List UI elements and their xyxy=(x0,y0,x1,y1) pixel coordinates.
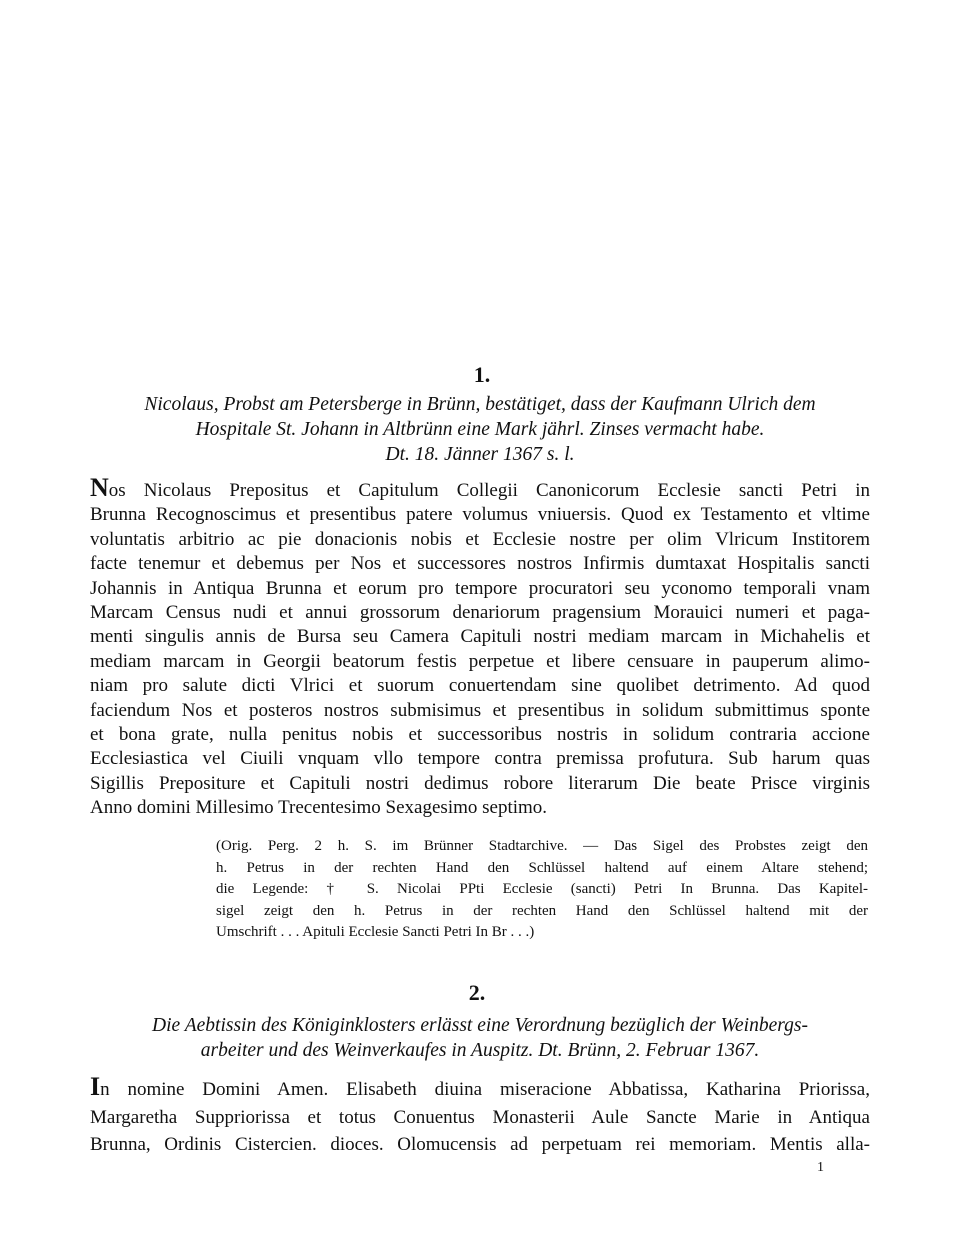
note-line: h. Petrus in der rechten Hand den Schlüssel haltend auf einem Altare stehend; xyxy=(216,859,868,876)
entry-2-body-line: In nomine Domini Amen. Elisabeth diuina miseracione Abbatissa, Katharina Priorissa, xyxy=(90,1072,870,1101)
entry-1-body-line: Nos Nicolaus Prepositus et Capitulum Collegii Canonicorum Ecclesie sancti Petri in xyxy=(90,473,870,502)
entry-1-body-line: Anno domini Millesimo Trecentesimo Sexagesimo septimo. xyxy=(90,797,548,819)
entry-1-body-line: Ecclesiastica vel Ciuili vnquam vllo tempore contra premissa profutura. Sub harum quas xyxy=(90,748,870,770)
entry-1-body-line: Marcam Census nudi et annui grossorum denariorum pragensium Morauici numeri et paga- xyxy=(90,602,870,624)
drop-initial: N xyxy=(90,473,109,502)
note-line: die Legende: † S. Nicolai PPti Ecclesie (sancti) Petri In Brunna. Das Kapitel- xyxy=(216,881,868,898)
entry-1-heading-line-1: Nicolaus, Probst am Petersberge in Brünn, bestätiget, dass der Kaufmann Ulrich dem xyxy=(144,394,816,415)
entry-2-body-line: Brunna, Ordinis Cistercien. dioces. Olomucensis ad perpetuam rei memoriam. Mentis alla- xyxy=(90,1134,870,1155)
entry-1-body-line: voluntatis arbitrio ac pie donacionis nobis et Ecclesie nostre per olim Vlricum Institorem xyxy=(90,528,870,550)
entry-1-body-line: Sigillis Prepositure et Capituli nostri dedimus robore literarum Die beate Prisce virginis xyxy=(90,772,870,794)
entry-1-body-line: et bona grate, nulla penitus nobis et successoribus nostris in solidum contraria accione xyxy=(90,724,870,746)
drop-initial: I xyxy=(90,1072,101,1101)
entry-2-heading-line-1: Die Aebtissin des Königinklosters erlässt eine Verordnung bezüglich der Weinbergs- xyxy=(152,1015,808,1036)
entry-1-body-line: Johannis in Antiqua Brunna et eorum pro tempore procuratori seu yconomo temporali vnam xyxy=(90,577,870,599)
entry-1-body-line: niam pro salute dicti Vlrici et suorum conuertendam sine quolibet detrimento. Ad quod xyxy=(90,675,870,697)
note-line: sigel zeigt den h. Petrus in der rechten Hand den Schlüssel haltend mit der xyxy=(216,902,868,919)
entry-2-body xyxy=(90,1072,870,1159)
entry-1-body-line: faciendum Nos et posteros nostros submisimus et presentibus in solidum submittimus sponte xyxy=(90,699,870,721)
entry-1-body xyxy=(90,473,870,821)
note-line: (Orig. Perg. 2 h. S. im Brünner Stadtarchive. — Das Sigel des Probstes zeigt den xyxy=(216,838,868,854)
entry-1-body-line: mediam marcam in Georgii beatorum festis perpetue et libere censuare in pauperum alimo- xyxy=(90,650,870,672)
entry-1-heading-line-3: Dt. 18. Jänner 1367 s. l. xyxy=(385,444,575,465)
entry-2-heading-line-2: arbeiter und des Weinverkaufes in Auspitz. Dt. Brünn, 2. Februar 1367. xyxy=(200,1040,760,1061)
note-line: Umschrift . . . Apituli Ecclesie Sancti Petri In Br . . .) xyxy=(216,924,535,941)
entry-1-body-line: Brunna Recognoscimus et presentibus patere volumus vniuersis. Quod ex Testamento et vltime xyxy=(90,504,870,526)
entry-2-body-line: Margaretha Suppriorissa et totus Conuentus Monasterii Aule Sancte Marie in Antiqua xyxy=(90,1106,870,1128)
entry-1-heading-line-2: Hospitale St. Johann in Altbrünn eine Mark jährl. Zinses vermacht habe. xyxy=(195,419,765,440)
entry-1-source-note xyxy=(216,836,868,944)
page-number: 1 xyxy=(817,1160,824,1175)
entry-2-number: 2. xyxy=(468,980,486,1005)
entry-1-body-line: menti singulis annis de Bursa seu Camera Capituli nostri mediam marcam in Michahelis et xyxy=(90,626,870,648)
entry-1-body-line: facte tenemur et debemus per Nos et successores nostros Infirmis dumtaxat Hospitalis sancti xyxy=(90,553,870,575)
entry-1-number: 1. xyxy=(473,362,491,387)
